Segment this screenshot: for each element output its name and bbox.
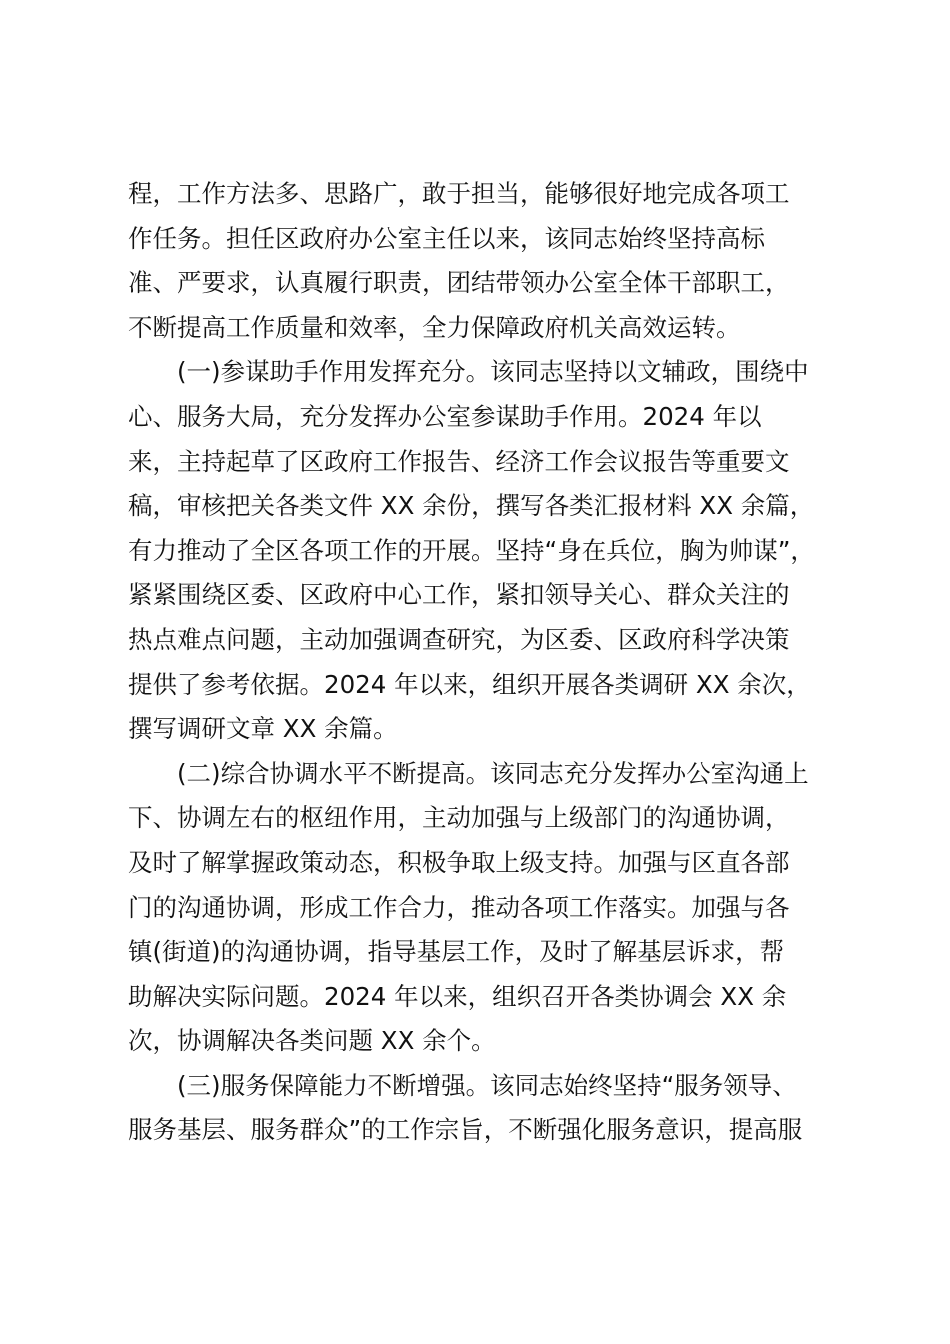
text-line: 稿，审核把关各类文件 XX 余份，撰写各类汇报材料 XX 余篇， bbox=[128, 491, 815, 521]
text-line: 下、协调左右的枢纽作用，主动加强与上级部门的沟通协调， bbox=[128, 803, 790, 833]
paragraph-intro bbox=[128, 172, 830, 350]
paragraph-section-1 bbox=[128, 350, 830, 751]
text-line: 助解决实际问题。2024 年以来，组织召开各类协调会 XX 余 bbox=[128, 981, 787, 1011]
section-heading-line: (一)参谋助手作用发挥充分。该同志坚持以文辅政，围绕中 bbox=[177, 357, 809, 387]
text-line: 镇(街道)的沟通协调，指导基层工作，及时了解基层诉求，帮 bbox=[128, 937, 785, 967]
text-line: 不断提高工作质量和效率，全力保障政府机关高效运转。 bbox=[128, 312, 741, 342]
text-line: 门的沟通协调，形成工作合力，推动各项工作落实。加强与各 bbox=[128, 892, 790, 922]
section-heading-line: (三)服务保障能力不断增强。该同志始终坚持“服务领导、 bbox=[177, 1070, 797, 1100]
text-line: 心、服务大局，充分发挥办公室参谋助手作用。2024 年以 bbox=[128, 401, 762, 431]
text-line: 撰写调研文章 XX 余篇。 bbox=[128, 714, 398, 744]
text-line: 有力推动了全区各项工作的开展。坚持“身在兵位，胸为帅谋”， bbox=[128, 535, 815, 565]
text-line: 热点难点问题，主动加强调查研究，为区委、区政府科学决策 bbox=[128, 624, 790, 654]
document-body bbox=[128, 172, 830, 1153]
paragraph-section-2 bbox=[128, 752, 830, 1064]
text-line: 提供了参考依据。2024 年以来，组织开展各类调研 XX 余次， bbox=[128, 669, 811, 699]
paragraph-section-3 bbox=[128, 1064, 830, 1153]
text-line: 紧紧围绕区委、区政府中心工作，紧扣领导关心、群众关注的 bbox=[128, 580, 790, 610]
section-heading-line: (二)综合协调水平不断提高。该同志充分发挥办公室沟通上 bbox=[177, 758, 809, 788]
text-line: 及时了解掌握政策动态，积极争取上级支持。加强与区直各部 bbox=[128, 847, 790, 877]
text-line: 准、严要求，认真履行职责，团结带领办公室全体干部职工， bbox=[128, 268, 790, 298]
text-line: 程，工作方法多、思路广，敢于担当，能够很好地完成各项工 bbox=[128, 179, 790, 208]
text-line: 作任务。担任区政府办公室主任以来，该同志始终坚持高标 bbox=[128, 223, 765, 253]
text-line: 来，主持起草了区政府工作报告、经济工作会议报告等重要文 bbox=[128, 446, 790, 476]
text-line: 服务基层、服务群众”的工作宗旨，不断强化服务意识，提高服 bbox=[128, 1115, 803, 1145]
text-line: 次，协调解决各类问题 XX 余个。 bbox=[128, 1026, 496, 1056]
